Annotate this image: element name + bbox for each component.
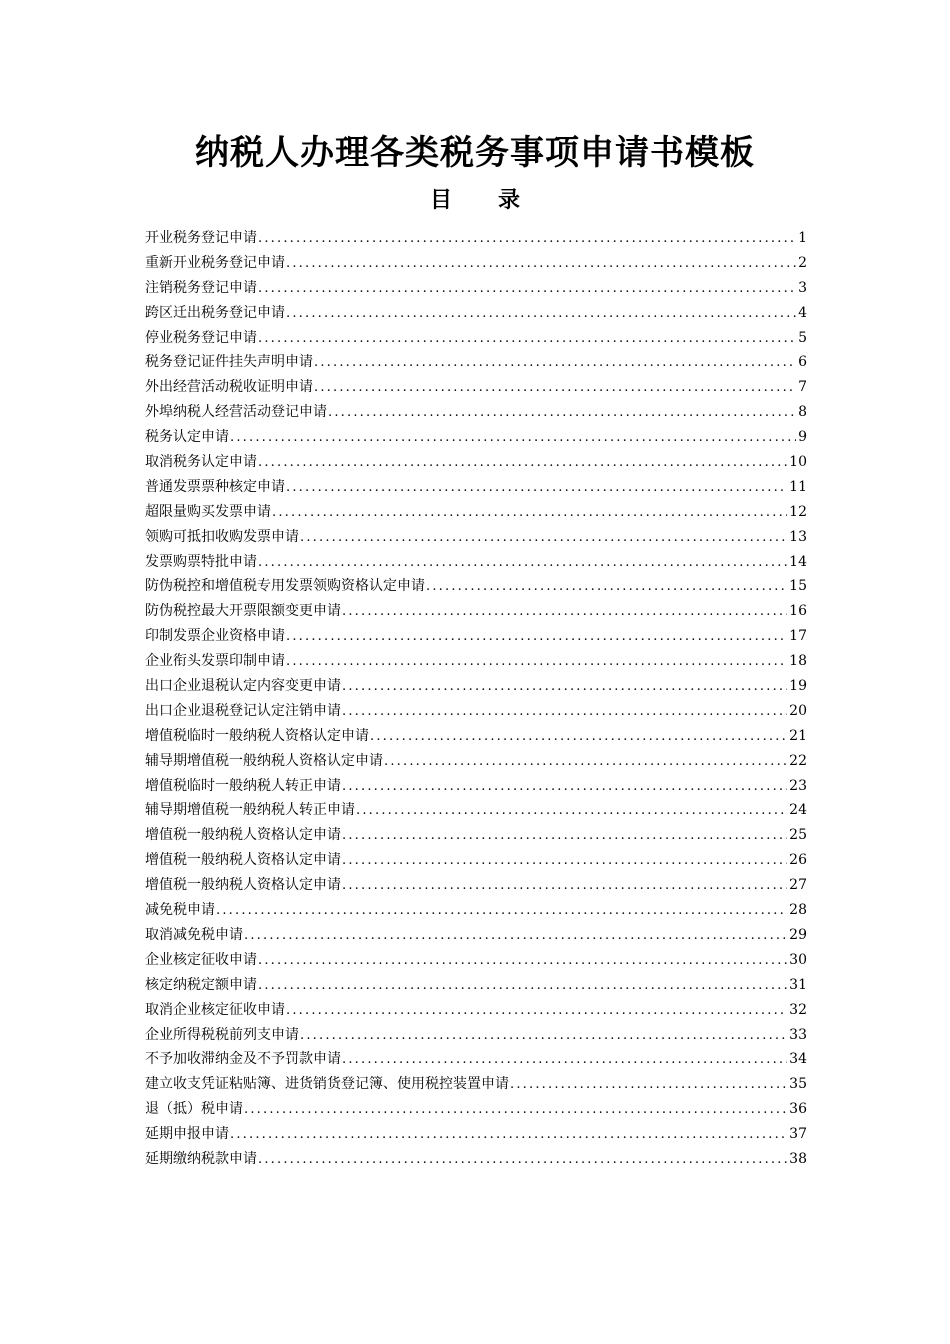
toc-dot-leader [229, 1123, 787, 1147]
toc-entry[interactable] [145, 251, 807, 276]
toc-entry-page-number: 36 [789, 1101, 807, 1118]
toc-heading [0, 184, 950, 218]
toc-dot-leader [425, 575, 787, 599]
toc-entry-page-number: 2 [798, 254, 807, 271]
toc-entry[interactable] [145, 375, 807, 400]
toc-dot-leader [341, 775, 787, 799]
toc-entry[interactable] [145, 798, 807, 823]
toc-entry-page-number: 26 [789, 852, 807, 869]
toc-entry-page-number: 20 [789, 702, 807, 719]
toc-dot-leader [341, 824, 787, 848]
toc-entry[interactable] [145, 1072, 807, 1097]
toc-dot-leader [229, 426, 796, 450]
toc-entry-page-number: 24 [789, 802, 807, 819]
toc-dot-leader [341, 874, 787, 898]
toc-entry[interactable] [145, 823, 807, 848]
toc-entry-page-number: 29 [789, 926, 807, 943]
toc-entry-title: 出口企业退税登记认定注销申请 [145, 702, 341, 719]
toc-entry-page-number: 35 [789, 1076, 807, 1093]
toc-dot-leader [285, 650, 787, 674]
toc-dot-leader [215, 899, 787, 923]
toc-entry[interactable] [145, 749, 807, 774]
toc-entry[interactable] [145, 450, 807, 475]
toc-dot-leader [509, 1073, 787, 1097]
toc-entry[interactable] [145, 525, 807, 550]
toc-entry-title: 税务认定申请 [145, 429, 229, 446]
toc-entry[interactable] [145, 674, 807, 699]
toc-entry[interactable] [145, 326, 807, 351]
toc-entry-title: 外埠纳税人经营活动登记申请 [145, 404, 327, 421]
toc-entry-page-number: 31 [789, 976, 807, 993]
toc-entry-title: 核定纳税定额申请 [145, 976, 257, 993]
toc-entry-title: 防伪税控和增值税专用发票领购资格认定申请 [145, 578, 425, 595]
toc-dot-leader [341, 849, 787, 873]
toc-dot-leader [313, 376, 796, 400]
toc-entry[interactable] [145, 848, 807, 873]
toc-entry[interactable] [145, 624, 807, 649]
toc-entry-title: 防伪税控最大开票限额变更申请 [145, 603, 341, 620]
toc-dot-leader [243, 924, 787, 948]
toc-entry[interactable] [145, 1047, 807, 1072]
toc-entry-page-number: 21 [789, 727, 807, 744]
toc-entry-page-number: 37 [789, 1126, 807, 1143]
toc-entry[interactable] [145, 276, 807, 301]
toc-dot-leader [257, 451, 787, 475]
toc-entry-title: 不予加收滞纳金及不予罚款申请 [145, 1051, 341, 1068]
toc-entry[interactable] [145, 400, 807, 425]
toc-entry[interactable] [145, 973, 807, 998]
toc-entry-title: 取消税务认定申请 [145, 454, 257, 471]
toc-entry[interactable] [145, 1147, 807, 1172]
toc-entry[interactable] [145, 998, 807, 1023]
toc-entry-title: 税务登记证件挂失声明申请 [145, 354, 313, 371]
toc-entry-page-number: 27 [789, 877, 807, 894]
toc-entry-title: 停业税务登记申请 [145, 329, 257, 346]
toc-entry[interactable] [145, 649, 807, 674]
toc-dot-leader [285, 476, 787, 500]
toc-entry-page-number: 23 [789, 777, 807, 794]
toc-entry-title: 增值税临时一般纳税人资格认定申请 [145, 727, 369, 744]
toc-entry-title: 领购可抵扣收购发票申请 [145, 528, 299, 545]
toc-dot-leader [369, 725, 787, 749]
toc-dot-leader [285, 252, 796, 276]
toc-entry[interactable] [145, 923, 807, 948]
toc-entry-title: 重新开业税务登记申请 [145, 254, 285, 271]
toc-entry-page-number: 7 [798, 379, 807, 396]
toc-dot-leader [257, 327, 796, 351]
toc-entry-page-number: 12 [789, 503, 807, 520]
toc-dot-leader [257, 1148, 787, 1172]
toc-entry-page-number: 8 [798, 404, 807, 421]
toc-entry-page-number: 38 [789, 1150, 807, 1167]
toc-dot-leader [299, 526, 787, 550]
toc-entry[interactable] [145, 226, 807, 251]
toc-entry-title: 企业所得税税前列支申请 [145, 1026, 299, 1043]
toc-dot-leader [257, 227, 796, 251]
toc-entry[interactable] [145, 774, 807, 799]
toc-dot-leader [341, 600, 787, 624]
toc-entry-title: 建立收支凭证粘贴簿、进货销货登记簿、使用税控装置申请 [145, 1076, 509, 1093]
toc-entry-page-number: 28 [789, 902, 807, 919]
toc-entry-page-number: 5 [798, 329, 807, 346]
table-of-contents [145, 226, 807, 1172]
toc-dot-leader [257, 277, 796, 301]
toc-dot-leader [285, 999, 787, 1023]
toc-entry-title: 开业税务登记申请 [145, 230, 257, 246]
toc-entry[interactable] [145, 873, 807, 898]
toc-entry-title: 增值税临时一般纳税人转正申请 [145, 777, 341, 794]
toc-entry[interactable] [145, 350, 807, 375]
toc-entry-title: 延期缴纳税款申请 [145, 1150, 257, 1167]
toc-entry-title: 注销税务登记申请 [145, 279, 257, 296]
toc-heading-left: 目 [429, 188, 452, 213]
toc-entry-page-number: 9 [798, 429, 807, 446]
toc-entry-title: 辅导期增值税一般纳税人资格认定申请 [145, 752, 383, 769]
toc-entry-page-number: 4 [798, 304, 807, 321]
document-title: 纳税人办理各类税务事项申请书模板 [195, 133, 755, 173]
toc-dot-leader [313, 351, 796, 375]
toc-entry[interactable] [145, 574, 807, 599]
toc-dot-leader [285, 625, 787, 649]
toc-entry-page-number: 17 [789, 628, 807, 645]
toc-entry-page-number: 10 [789, 454, 807, 471]
toc-entry-page-number: 11 [789, 478, 807, 495]
toc-entry[interactable] [145, 948, 807, 973]
toc-dot-leader [327, 401, 796, 425]
toc-entry-title: 增值税一般纳税人资格认定申请 [145, 877, 341, 894]
toc-entry-page-number: 16 [789, 603, 807, 620]
toc-dot-leader [257, 974, 787, 998]
toc-dot-leader [341, 700, 787, 724]
toc-entry[interactable] [145, 301, 807, 326]
toc-entry[interactable] [145, 425, 807, 450]
toc-entry-title: 增值税一般纳税人资格认定申请 [145, 827, 341, 844]
toc-entry[interactable] [145, 699, 807, 724]
toc-entry[interactable] [145, 550, 807, 575]
toc-entry-title: 跨区迁出税务登记申请 [145, 304, 285, 321]
toc-heading-right: 录 [498, 188, 521, 213]
toc-entry-title: 增值税一般纳税人资格认定申请 [145, 852, 341, 869]
toc-entry-page-number: 30 [789, 951, 807, 968]
toc-entry[interactable] [145, 1097, 807, 1122]
toc-dot-leader [257, 551, 787, 575]
toc-entry[interactable] [145, 599, 807, 624]
toc-entry-page-number: 1 [798, 230, 807, 246]
toc-entry[interactable] [145, 1122, 807, 1147]
toc-entry[interactable] [145, 724, 807, 749]
toc-entry-page-number: 14 [789, 553, 807, 570]
toc-entry[interactable] [145, 500, 807, 525]
toc-entry-title: 取消企业核定征收申请 [145, 1001, 285, 1018]
toc-entry-page-number: 6 [798, 354, 807, 371]
toc-entry-title: 企业核定征收申请 [145, 951, 257, 968]
toc-entry[interactable] [145, 475, 807, 500]
toc-dot-leader [355, 799, 787, 823]
toc-entry-title: 取消减免税申请 [145, 926, 243, 943]
toc-entry-page-number: 15 [789, 578, 807, 595]
toc-entry-page-number: 25 [789, 827, 807, 844]
toc-entry-title: 延期申报申请 [145, 1126, 229, 1143]
toc-dot-leader [285, 302, 796, 326]
toc-entry-title: 普通发票票种核定申请 [145, 478, 285, 495]
toc-entry-page-number: 33 [789, 1026, 807, 1043]
toc-entry-page-number: 3 [798, 279, 807, 296]
toc-entry-page-number: 34 [789, 1051, 807, 1068]
toc-entry-title: 出口企业退税认定内容变更申请 [145, 678, 341, 695]
toc-dot-leader [341, 1048, 787, 1072]
toc-entry-title: 退（抵）税申请 [145, 1101, 243, 1118]
toc-entry-title: 发票购票特批申请 [145, 553, 257, 570]
toc-dot-leader [271, 501, 787, 525]
toc-dot-leader [243, 1098, 787, 1122]
toc-entry-page-number: 13 [789, 528, 807, 545]
toc-entry-page-number: 32 [789, 1001, 807, 1018]
toc-dot-leader [383, 750, 787, 774]
toc-entry-page-number: 18 [789, 653, 807, 670]
toc-entry-title: 辅导期增值税一般纳税人转正申请 [145, 802, 355, 819]
toc-entry[interactable] [145, 898, 807, 923]
toc-entry[interactable] [145, 1023, 807, 1048]
toc-entry-title: 超限量购买发票申请 [145, 503, 271, 520]
toc-dot-leader [257, 949, 787, 973]
toc-entry-title: 减免税申请 [145, 902, 215, 919]
toc-entry-title: 印制发票企业资格申请 [145, 628, 285, 645]
toc-entry-title: 外出经营活动税收证明申请 [145, 379, 313, 396]
toc-dot-leader [341, 675, 787, 699]
toc-entry-title: 企业衔头发票印制申请 [145, 653, 285, 670]
toc-dot-leader [299, 1024, 787, 1048]
toc-entry-page-number: 22 [789, 752, 807, 769]
toc-entry-page-number: 19 [789, 678, 807, 695]
